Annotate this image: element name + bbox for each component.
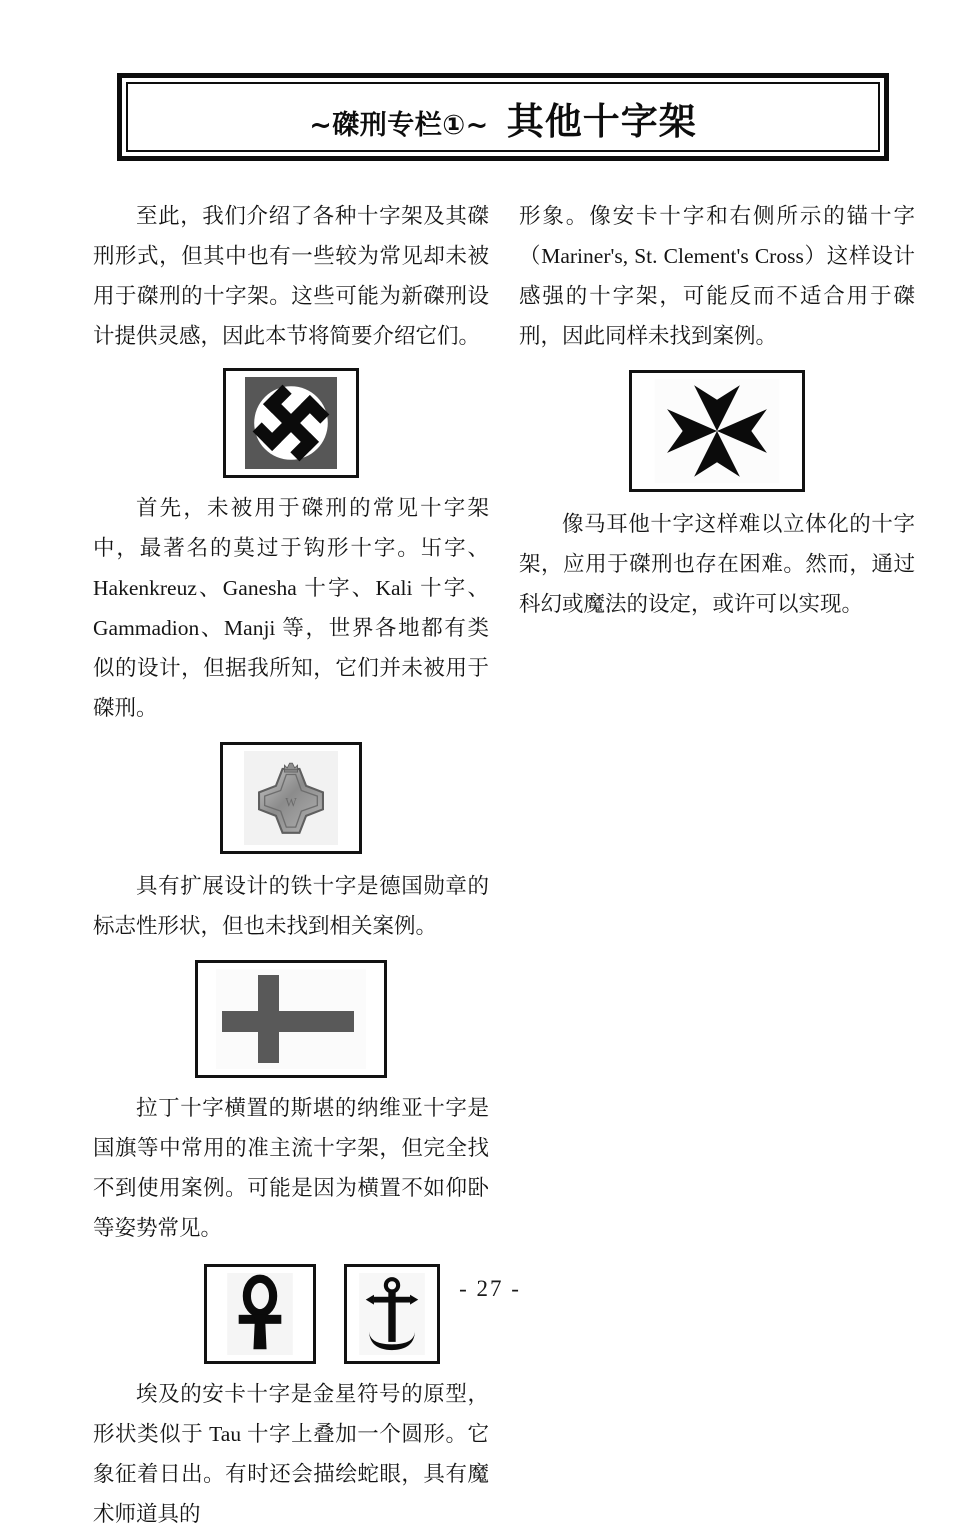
figure-iron-cross-inner (229, 751, 353, 845)
paragraph-left-3: 具有扩展设计的铁十字是德国勋章的标志性形状，但也未找到相关案例。 (93, 874, 489, 938)
maltese-cross-icon (638, 379, 796, 483)
title-line (309, 91, 697, 145)
figure-iron-cross (220, 742, 362, 854)
page-number: - 27 - (459, 1276, 521, 1301)
figure-swastika-inner (232, 377, 350, 469)
right-column (519, 196, 915, 624)
figure-maltese-cross (629, 370, 805, 492)
figure-nordic-cross (195, 960, 387, 1078)
title-banner-inner (126, 82, 880, 152)
paragraph-right-1: 形象。像安卡十字和右侧所示的锚十字（Mariner's, St. Clement's Cross）这样设计感强的十字架，可能反而不适合用于磔刑，因此同样未找到案例。 (519, 204, 915, 348)
swastika-cross-icon (232, 377, 350, 469)
page-title: 其他十字架 (506, 100, 697, 143)
title-kicker: ~磔刑专栏①~ (309, 110, 489, 141)
left-column (93, 196, 489, 1534)
svg-text:W: W (285, 795, 297, 810)
paragraph-left-1: 至此，我们介绍了各种十字架及其磔刑形式，但其中也有一些较为常见却未被用于磔刑的十字架。这些可能为新磔刑设计提供灵感，因此本节将简要介绍它们。 (93, 204, 489, 348)
figure-swastika-cross (223, 368, 359, 478)
nordic-cross-icon (204, 969, 378, 1069)
iron-cross-icon (229, 751, 353, 845)
paragraph-right-2: 像马耳他十字这样难以立体化的十字架，应用于磔刑也存在困难。然而，通过科幻或魔法的设定，或许可以实现。 (519, 512, 915, 616)
figure-maltese-cross-inner (638, 379, 796, 483)
figure-nordic-cross-inner (204, 969, 378, 1069)
paragraph-left-5: 埃及的安卡十字是金星符号的原型，形状类似于 Tau 十字上叠加一个圆形。它象征着日出。有时还会描绘蛇眼，具有魔术师道具的 (93, 1382, 489, 1526)
paragraph-left-4: 拉丁十字横置的斯堪的纳维亚十字是国旗等中常用的准主流十字架，但完全找不到使用案例。可能是因为横置不如仰卧等姿势常见。 (93, 1096, 489, 1240)
title-banner (117, 73, 889, 161)
paragraph-left-2: 首先，未被用于磔刑的常见十字架中，最著名的莫过于钩形十字。卐字、Hakenkreuz、Ganesha 十字、Kali 十字、Gammadion、Manji 等，世界各地都有类似的设计，但据我所知，它们并未被用于磔刑。 (93, 496, 489, 720)
